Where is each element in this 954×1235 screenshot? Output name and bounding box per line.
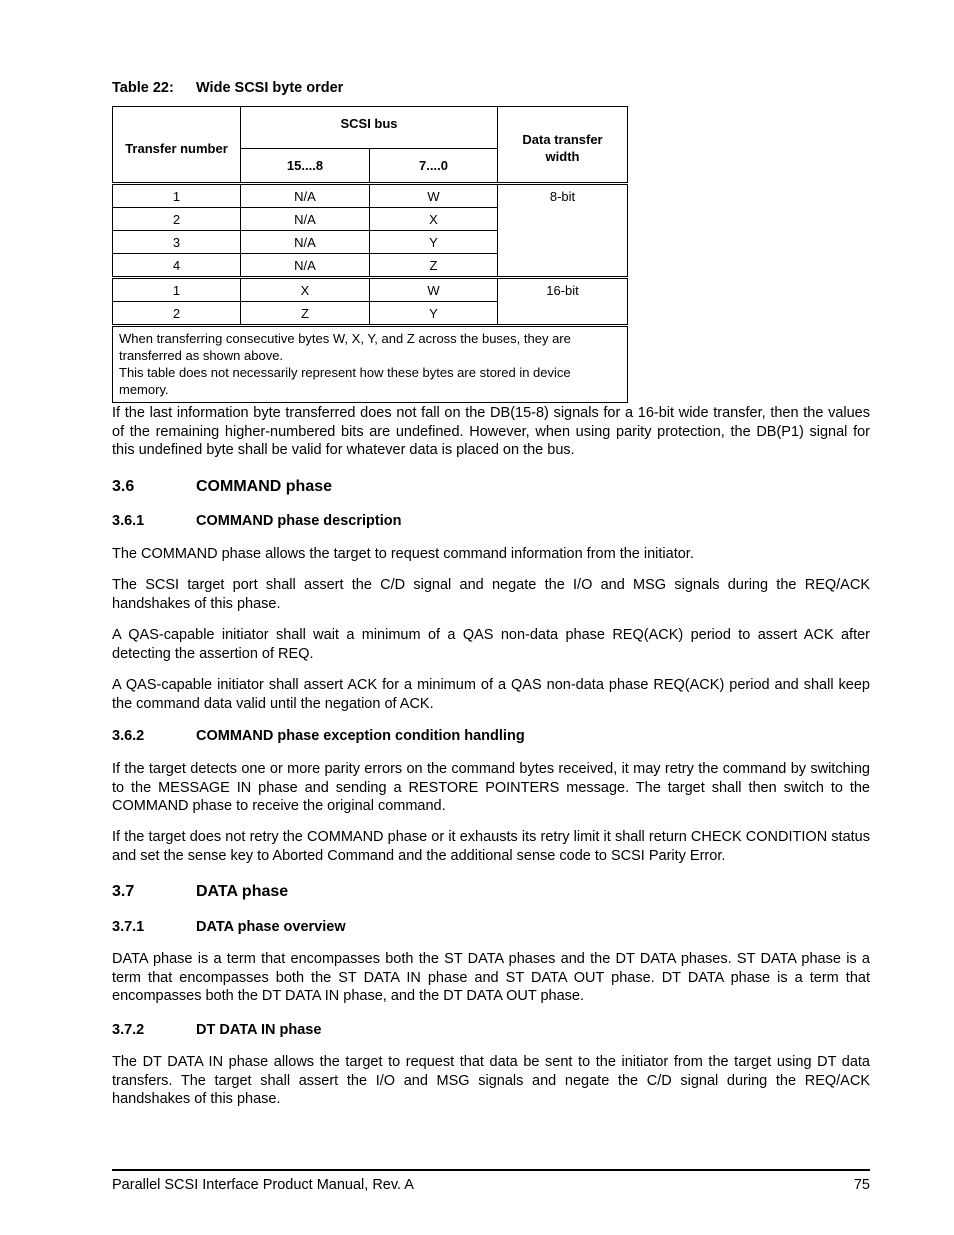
heading-title: DT DATA IN phase [196,1022,322,1038]
header-low-byte: 7....0 [370,149,498,184]
table-note [113,326,628,403]
footer-title: Parallel SCSI Interface Product Manual, Rev. A [112,1177,414,1193]
header-data-transfer-width: Data transfer width [498,107,628,184]
cell-transfer-number: 2 [113,302,241,326]
cell-low-byte: X [370,208,498,231]
page-number: 75 [853,1177,870,1193]
heading-3-6 [112,478,332,496]
cell-low-byte: Z [370,254,498,278]
table-caption-number: Table 22: [112,80,174,96]
paragraph: The COMMAND phase allows the target to request command information from the initiator. [112,546,694,562]
table-caption-title: Wide SCSI byte order [196,80,344,96]
cell-transfer-number: 2 [113,208,241,231]
cell-high-byte: N/A [241,184,370,208]
header-transfer-number: Transfer number [113,107,241,184]
table-caption [112,80,343,96]
heading-3-7-1 [112,919,346,935]
paragraph: The SCSI target port shall assert the C/D signal and negate the I/O and MSG signals during the REQ/ACK handshakes of this phase. [112,577,870,612]
heading-number: 3.6.2 [112,728,145,744]
cell-low-byte: W [370,278,498,302]
cell-transfer-number: 1 [113,184,241,208]
cell-low-byte: Y [370,231,498,254]
header-scsi-bus: SCSI bus [241,107,498,149]
paragraph-after-table: If the last information byte transferred does not fall on the DB(15-8) signals for a 16-bit wide transfer, then the values of the remaining higher-numbered bits are undefined. However, when using parity protection, the DB(P1) signal for this undefined byte shall be valid for whatever data is placed on the bus. [112,405,870,458]
heading-3-6-1 [112,513,401,529]
heading-title: DATA phase [196,883,289,900]
cell-high-byte: X [241,278,370,302]
heading-number: 3.6 [112,478,135,495]
paragraph: A QAS-capable initiator shall wait a minimum of a QAS non-data phase REQ(ACK) period to assert ACK after detecting the assertion of REQ. [112,627,870,662]
footer-divider [112,1169,870,1171]
header-high-byte: 15....8 [241,149,370,184]
cell-low-byte: Y [370,302,498,326]
heading-title: COMMAND phase description [196,513,402,529]
heading-3-7 [112,883,288,901]
cell-width-16bit: 16-bit [498,278,628,326]
cell-high-byte: N/A [241,231,370,254]
cell-transfer-number: 3 [113,231,241,254]
paragraph: DATA phase is a term that encompasses both the ST DATA phases and the DT DATA phases. ST DATA phase is a term that encompasses both the ST DATA IN phase and ST DATA OUT phase. DT DATA phase is a term that encompasses both the DT DATA IN phase, and the DT DATA OUT phase. [112,951,870,1004]
heading-title: COMMAND phase exception condition handling [196,728,525,744]
heading-number: 3.7 [112,883,135,900]
cell-high-byte: N/A [241,254,370,278]
table-row [113,278,628,302]
heading-title: DATA phase overview [196,919,346,935]
cell-high-byte: N/A [241,208,370,231]
wide-scsi-byte-order-table [112,106,628,403]
paragraph: If the target does not retry the COMMAND phase or it exhausts its retry limit it shall return CHECK CONDITION status and set the sense key to Aborted Command and the additional sense code to SCSI Parity Error. [112,829,870,864]
paragraph: The DT DATA IN phase allows the target to request that data be sent to the initiator from the target using DT data transfers. The target shall assert the I/O and MSG signals and negate the C/D signal during the REQ/ACK handshakes of this phase. [112,1054,870,1107]
paragraph: A QAS-capable initiator shall assert ACK for a minimum of a QAS non-data phase REQ(ACK) period and shall keep the command data valid until the negation of ACK. [112,677,870,712]
cell-low-byte: W [370,184,498,208]
table-note-row [113,326,628,403]
cell-transfer-number: 1 [113,278,241,302]
table-row [113,184,628,208]
cell-width-8bit: 8-bit [498,184,628,278]
heading-3-6-2 [112,728,525,744]
heading-title: COMMAND phase [196,478,333,495]
heading-number: 3.6.1 [112,513,145,529]
cell-transfer-number: 4 [113,254,241,278]
table-note-2: This table does not necessarily represent how these bytes are stored in device memory. [119,365,571,397]
heading-number: 3.7.2 [112,1022,145,1038]
heading-3-7-2 [112,1022,321,1038]
cell-high-byte: Z [241,302,370,326]
paragraph: If the target detects one or more parity errors on the command bytes received, it may retry the command by switching to the MESSAGE IN phase and sending a RESTORE POINTERS message. The target shall then switch to the COMMAND phase to receive the original command. [112,761,870,814]
table-note-1: When transferring consecutive bytes W, X, Y, and Z across the buses, they are transferred as shown above. [119,331,571,363]
heading-number: 3.7.1 [112,919,145,935]
